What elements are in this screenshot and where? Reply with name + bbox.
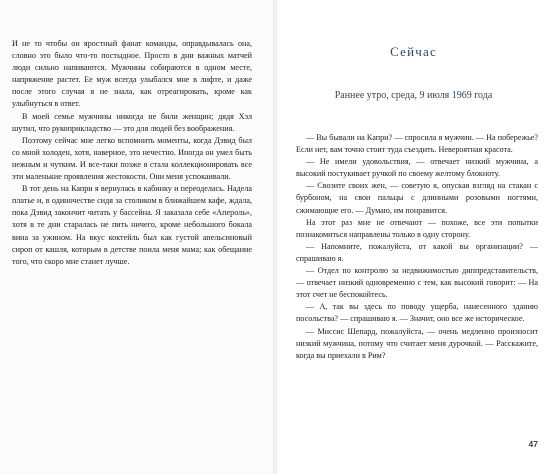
paragraph: — Свозите своих жен, — советую я, опуская взгляд на стакан с бурбоном, на свои пальцы с длинными розовыми ногтями, сжимающие его. — Думаю, им понравится. (296, 181, 538, 215)
paragraph: — А, так вы здесь по поводу ущерба, нанесенного зданию посольства? — спрашиваю я. — Значит, оно все же историческое. (296, 302, 538, 324)
left-page-text (12, 38, 252, 268)
paragraph: В тот день на Капри я вернулась в кабинку и переоделась. Надела платье и, в одиночестве сидя за столиком в ближайшем кафе, ждала, пока Дэвид закончит читать у бассейна. Я заказала себе «Апероль», хотя в те дни старалась не пить ничего, кроме небольшого бокала вина за ужином. На вкус коктейль был как густой апельсиновый сироп от кашля, которым в детстве поила меня мама; как обещание того, что скоро мне станет лучше. (12, 184, 252, 266)
left-page (0, 0, 273, 474)
paragraph: — Напомните, пожалуйста, от какой вы организации? — спрашиваю я. (296, 241, 538, 263)
chapter-title: Сейчас (390, 44, 437, 59)
paragraph: — Отдел по контролю за недвижимостью диппредставительств, — отвечает низкий одновременно с тем, как высокий говорит: — На этот счет не беспокойтесь. (296, 266, 538, 300)
paragraph: В моей семье мужчины никогда не били женщин; дядя Хэл шутил, что рукоприкладство — это для людей без воображения. (12, 111, 252, 133)
chapter-subtitle: Раннее утро, среда, 9 июля 1969 года (334, 90, 493, 101)
right-page-text (296, 132, 538, 362)
paragraph: — Миссис Шепард, пожалуйста, — очень медленно произносит низкий мужчина, потому что считает меня дурочкой. — Расскажите, когда вы приехали в Рим? (296, 326, 538, 360)
paragraph: На этот раз мне не отвечают — похоже, все эти попытки познакомиться направлены только в одну сторону. (296, 217, 538, 239)
right-page (277, 0, 550, 474)
paragraph: Поэтому сейчас мне легко вспомнить моменты, когда Дэвид был со мной холоден, хотя, наверное, это нечестно. Иногда он умел быть нежным и чутким. И все-таки позже я стала коллекционировать все эти маленькие проявления жестокости. Они меня успокаивали. (12, 135, 252, 182)
paragraph: — Вы бывали на Капри? — спросила я мужчин. — На побережье? Если нет, вам точно стоит туда съездить. Невероятная красота. (296, 133, 538, 155)
paragraph: — Не имели удовольствия, — отвечает низкий мужчина, а высокий постукивает ручкой по своему желтому блокноту. (296, 157, 538, 179)
page-number: 47 (528, 439, 538, 449)
paragraph: И не то чтобы он яростный фанат команды, оправдывалась она, словно это было что-то постыдное. Просто в дни важных матчей люди сильно напиваются. Мужчины собираются в одном месте, напряжение растет. Ее муж всегда улыбался мне в лифте, и даже после этого случая я не знала, как отреагировать, кроме как улыбнуться в ответ. (12, 39, 252, 109)
